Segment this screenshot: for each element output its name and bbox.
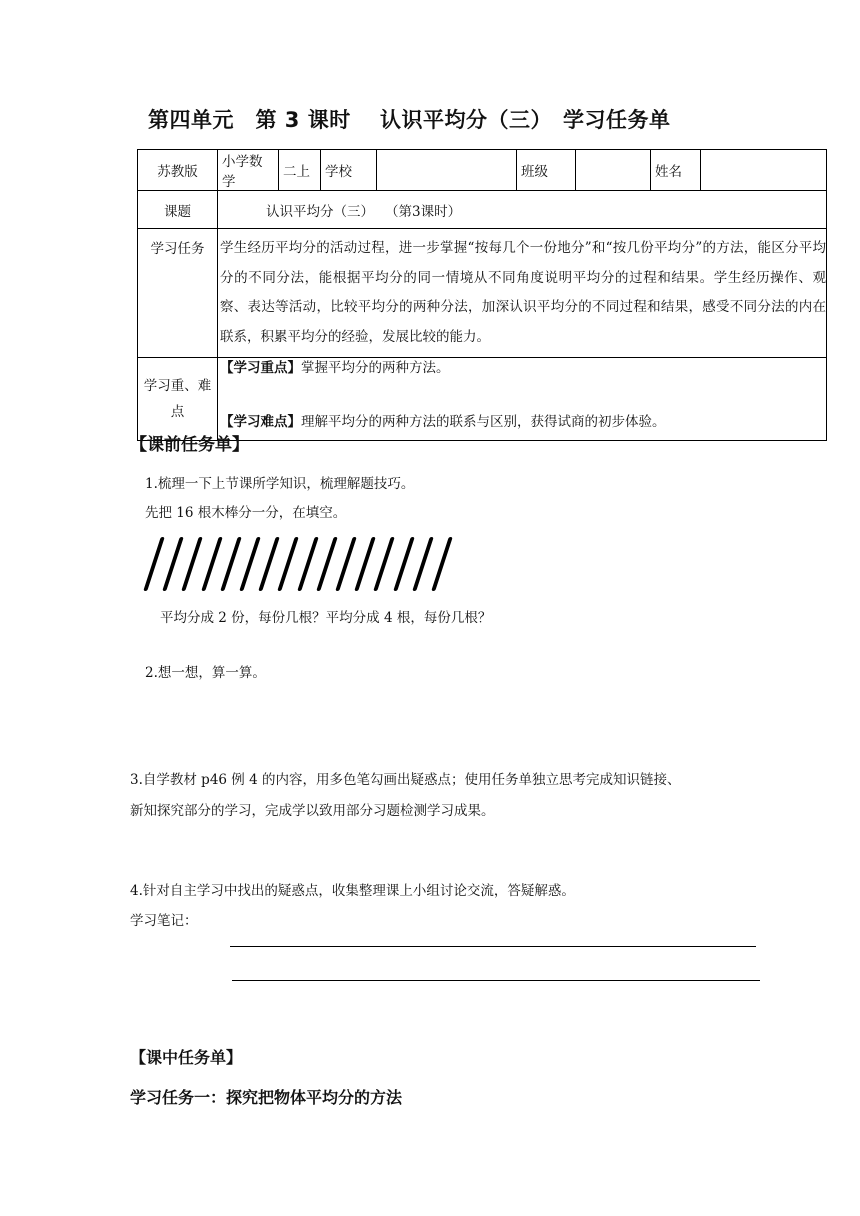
task-label: 学习任务 xyxy=(138,229,218,358)
subject-cell: 小学数学 xyxy=(218,150,279,191)
wooden-stick xyxy=(162,537,184,591)
school-label: 学校 xyxy=(321,150,377,191)
notes-label: 学习笔记： xyxy=(130,913,198,929)
pre-class-item-1-sub: 先把 16 根木棒分一分，在填空。 xyxy=(145,505,347,521)
wooden-stick xyxy=(297,537,319,591)
pre-class-item-3-line-2: 新知探究部分的学习，完成学以致用部分习题检测学习成果。 xyxy=(130,803,495,819)
wooden-stick xyxy=(182,537,204,591)
wooden-stick xyxy=(201,537,223,591)
in-class-heading: 【课中任务单】 xyxy=(130,1048,243,1067)
pre-class-item-1: 1.梳理一下上节课所学知识，梳理解题技巧。 xyxy=(145,476,415,492)
difficulty-tag: 【学习难点】 xyxy=(220,414,301,430)
publisher-cell: 苏教版 xyxy=(138,150,218,191)
wooden-stick xyxy=(393,537,415,591)
keypoint-label: 学习重、难点 xyxy=(138,358,218,441)
wooden-stick xyxy=(335,537,357,591)
name-label: 姓名 xyxy=(651,150,701,191)
wooden-stick xyxy=(316,537,338,591)
wooden-stick xyxy=(258,537,280,591)
pre-class-heading: 【课前任务单】 xyxy=(130,435,249,455)
in-class-task-1: 学习任务一：探究把物体平均分的方法 xyxy=(130,1088,403,1107)
wooden-stick xyxy=(374,537,396,591)
notes-line-1[interactable] xyxy=(230,946,756,947)
class-label: 班级 xyxy=(517,150,576,191)
topic-label: 课题 xyxy=(138,191,218,229)
wooden-stick xyxy=(431,537,453,591)
grade-cell: 二上 xyxy=(279,150,321,191)
wooden-stick xyxy=(239,537,261,591)
keypoint-text: 掌握平均分的两种方法。 xyxy=(301,360,450,376)
wooden-stick xyxy=(220,537,242,591)
wooden-stick xyxy=(143,537,165,591)
pre-class-item-1-question: 平均分成 2 份，每份几根？平均分成 4 根，每份几根？ xyxy=(160,610,492,626)
pre-class-item-4: 4.针对自主学习中找出的疑惑点，收集整理课上小组讨论交流，答疑解惑。 xyxy=(130,883,575,899)
wooden-stick xyxy=(412,537,434,591)
topic-value: 认识平均分（三） （第3课时） xyxy=(218,191,827,229)
pre-class-item-3-line-1: 3.自学教材 p46 例 4 的内容，用多色笔勾画出疑惑点；使用任务单独立思考完成知识链接、 xyxy=(130,772,681,788)
page-title: 第四单元 第 3 课时 认识平均分（三） 学习任务单 xyxy=(148,108,671,132)
pre-class-item-2: 2.想一想，算一算。 xyxy=(145,665,266,681)
difficulty-text: 理解平均分的两种方法的联系与区别，获得试商的初步体验。 xyxy=(301,414,666,430)
keypoint-tag: 【学习重点】 xyxy=(220,360,301,376)
wooden-stick xyxy=(278,537,300,591)
notes-line-2[interactable] xyxy=(232,980,760,981)
wooden-stick xyxy=(354,537,376,591)
task-description: 学生经历平均分的活动过程，进一步掌握“按每几个一份地分”和“按几份平均分”的方法，能区分平均分的不同分法，能根据平均分的同一情境从不同角度说明平均分的过程和结果。学生经历操作、观察、表达等活动，比较平均分的两种分法，加深认识平均分的不同过程和结果，感受不同分法的内在联系，积累平均分的经验，发展比较的能力。 xyxy=(218,229,827,358)
